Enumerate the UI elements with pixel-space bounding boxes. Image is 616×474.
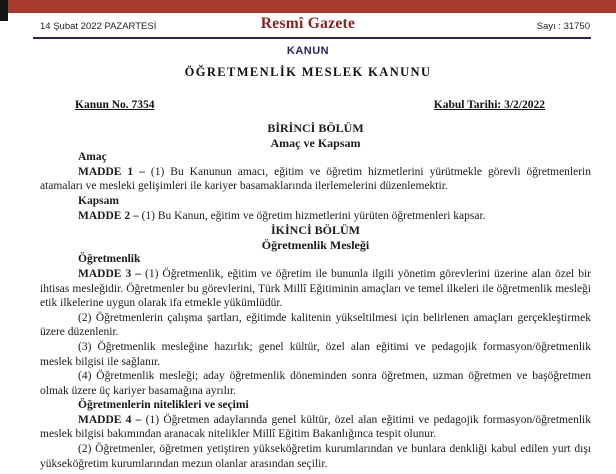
law-number: Kanun No. 7354 <box>75 99 155 111</box>
issue-number: Sayı : 31750 <box>536 21 590 32</box>
paragraph-text: (1) Öğretmenlik, eğitim ve öğretim ile bununla ilgili yönetim görevlerini üzerine alan özel bir ihtisas mesleğidir. Öğretmenler bu görevlerini, Türk Millî Eğitiminin amaçları ve temel ilkeleri ile öğretmenlik mesleği etik ilkelerine uygun olarak ifa etmekle yükümlüdür. <box>40 267 591 310</box>
article-side-heading: Öğretmenlik <box>78 253 141 266</box>
law-body <box>40 121 591 471</box>
law-paragraph <box>40 267 591 311</box>
paragraph-text: (2) Öğretmenler, öğretmen yetiştiren yükseköğretim kurumlarından ve bunlara denkliği kabul edilen yurt dışı yükseköğretim kurumlarından mezun olanlar arasından seçilir. <box>40 443 591 470</box>
article-lead: MADDE 1 – <box>78 165 145 178</box>
chapter-heading: İKİNCİ BÖLÜM <box>270 223 360 238</box>
law-paragraph <box>40 369 591 398</box>
law-paragraph <box>40 413 591 442</box>
chapter-subheading: Amaç ve Kapsam <box>270 135 361 150</box>
category-heading: KANUN <box>286 45 330 57</box>
paragraph-text: (1) Bu Kanunun amacı, eğitim ve öğretim hizmetlerini yürütmekle görevli öğretmenlerin atamaları ve mesleki gelişimleri ile kariyer basamaklarında ilerlemelerini düzenlemektir. <box>40 165 591 193</box>
masthead-divider <box>33 37 591 39</box>
law-acceptance-date: Kabul Tarihi: 3/2/2022 <box>433 99 545 111</box>
gazette-title: Resmî Gazete <box>260 15 356 32</box>
law-paragraph <box>40 209 591 224</box>
publication-date: 14 Şubat 2022 PAZARTESİ <box>40 21 157 32</box>
article-side-heading: Kapsam <box>78 194 119 207</box>
paragraph-text: (2) Öğretmenlerin çalışma şartları, eğitimde kalitenin yükseltilmesi için belirlenen amaçları gerçekleştirmek üzere düzenlenir. <box>40 311 591 339</box>
article-lead: MADDE 4 – <box>78 413 142 426</box>
article-lead: MADDE 3 – <box>78 267 141 280</box>
law-paragraph <box>40 340 591 369</box>
article-lead: MADDE 2 – <box>78 209 139 222</box>
article-side-heading: Amaç <box>78 151 107 164</box>
paragraph-text: (3) Öğretmenlik mesleğine hazırlık; genel kültür, özel alan eğitimi ve pedagojik formasyon/öğretmenlik meslek bilgisi ile sağlanır. <box>40 340 591 368</box>
law-paragraph <box>40 165 591 194</box>
chapter-heading: BİRİNCİ BÖLÜM <box>267 121 364 135</box>
chapter-subheading: Öğretmenlik Mesleği <box>261 237 370 252</box>
law-title: ÖĞRETMENLİK MESLEK KANUNU <box>184 65 432 79</box>
paragraph-text: (1) Bu Kanun, eğitim ve öğretim hizmetlerini yürüten öğretmenleri kapsar. <box>138 209 486 222</box>
paragraph-text: (1) Öğretmen adaylarında genel kültür, özel alan eğitimi ve pedagojik formasyon/öğretmenlik meslek bilgisi bakımından aranacak nitelikler Millî Eğitim Bakanlığınca tespit olunur. <box>40 413 591 441</box>
article-side-heading: Öğretmenlerin nitelikleri ve seçimi <box>78 399 249 412</box>
paragraph-text: (4) Öğretmenlik mesleği; aday öğretmenlik döneminden sonra öğretmen, uzman öğretmen ve başöğretmen olmak üzere üç kariyer basamağına ayrılır. <box>40 370 591 397</box>
masthead-top-bar <box>0 0 616 13</box>
law-paragraph <box>40 311 591 340</box>
law-paragraph <box>40 442 591 471</box>
